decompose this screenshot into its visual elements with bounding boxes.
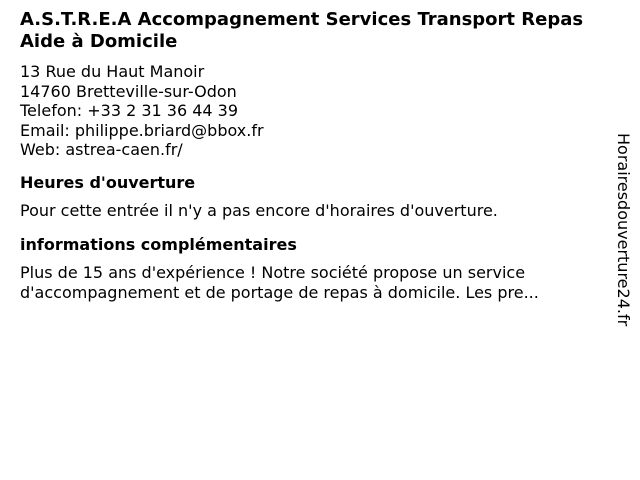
contact-block bbox=[20, 62, 590, 160]
info-heading: informations complémentaires bbox=[20, 234, 297, 254]
address-city: 14760 Bretteville-sur-Odon bbox=[20, 81, 237, 101]
listing-content bbox=[20, 9, 590, 317]
hours-heading: Heures d'ouverture bbox=[20, 172, 196, 192]
info-text: Plus de 15 ans d'expérience ! Notre société propose un service d'accompagnement et de portage de repas à domicile. Les pre... bbox=[20, 262, 539, 302]
site-brand-vertical: Horairesdouverture24.fr bbox=[614, 133, 633, 327]
address-street: 13 Rue du Haut Manoir bbox=[20, 62, 205, 81]
web-line: Web: astrea-caen.fr/ bbox=[20, 140, 183, 159]
email-line: Email: philippe.briard@bbox.fr bbox=[20, 120, 264, 140]
hours-text: Pour cette entrée il n'y a pas encore d'horaires d'ouverture. bbox=[20, 200, 498, 220]
phone-line: Telefon: +33 2 31 36 44 39 bbox=[20, 101, 239, 120]
listing-title: A.S.T.R.E.A Accompagnement Services Transport Repas Aide à Domicile bbox=[20, 9, 584, 52]
